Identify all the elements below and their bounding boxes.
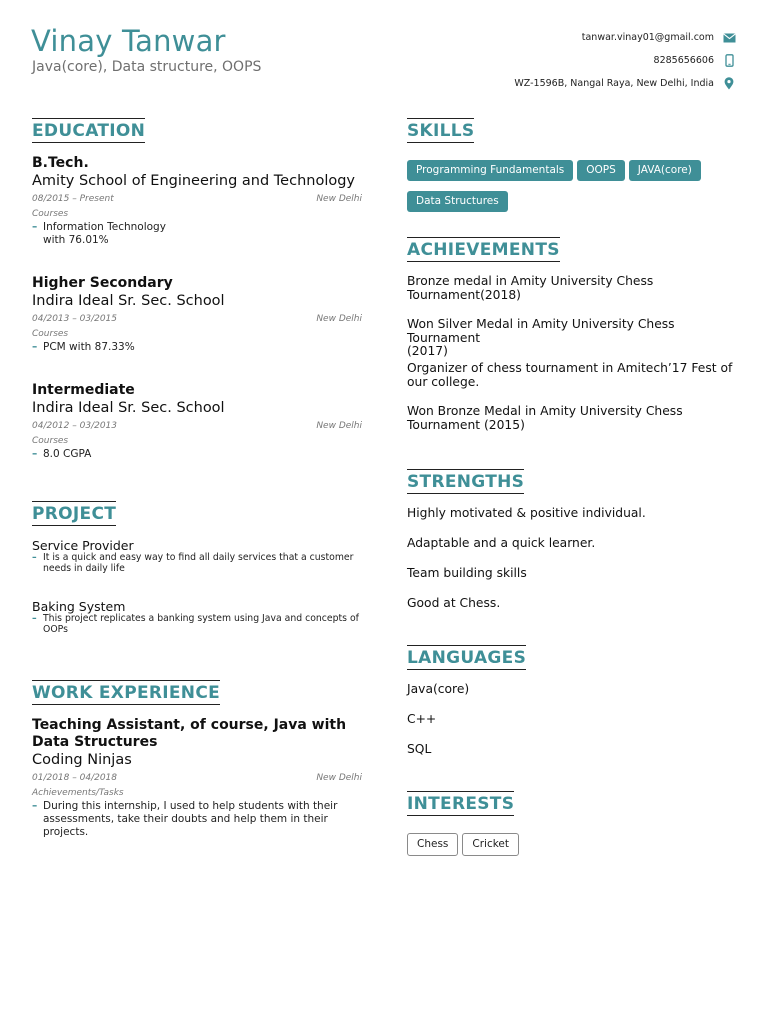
work-entry [32,717,362,839]
achievement-line: Won Bronze Medal in Amity University Chess [407,404,683,418]
project-desc [32,553,362,574]
location: New Delhi [316,314,362,324]
project-desc [32,614,362,635]
languages-heading: LANGUAGES [407,645,526,670]
dates: 04/2012 – 03/2013 [32,421,117,431]
dates: 08/2015 – Present [32,194,114,204]
dates: 04/2013 – 03/2015 [32,314,117,324]
contact-email[interactable] [514,26,736,49]
task-item [32,800,362,839]
achievement-item [407,362,742,389]
location: New Delhi [316,194,362,204]
education-heading: EDUCATION [32,118,145,143]
education-entry [32,155,362,247]
skill-tag: JAVA(core) [629,160,701,181]
project-title: Baking System [32,599,126,614]
resume-name: Vinay Tanwar [31,24,226,58]
achievement-item [407,318,742,359]
language-item: C++ [407,712,437,726]
school: Amity School of Engineering and Technology [32,173,356,189]
work-section [32,680,362,705]
course-item [32,341,362,354]
meta-row [32,311,362,327]
course-text: PCM with 87.33% [43,341,135,353]
project-desc-line: OOPs [43,623,68,635]
courses-label: Courses [32,209,69,219]
phone-text[interactable]: 8285656606 [653,55,714,66]
skill-tag: Programming Fundamentals [407,160,573,181]
skill-tag: Data Structures [407,191,508,212]
bullet-dash: – [32,613,37,624]
achievement-line: our college. [407,374,480,389]
skills-tags [407,189,742,212]
strength-item: Adaptable and a quick learner. [407,536,596,550]
resume-tagline: Java(core), Data structure, OOPS [32,59,262,75]
school: Indira Ideal Sr. Sec. School [32,293,225,309]
location: New Delhi [316,773,362,783]
interests-heading: INTERESTS [407,791,514,816]
course-item [32,448,362,461]
bullet-dash: – [32,552,37,563]
interest-tag: Chess [407,833,458,856]
task-line: projects. [43,826,89,838]
school: Indira Ideal Sr. Sec. School [32,400,225,416]
languages-section [407,645,742,670]
bullet-dash: – [32,341,38,353]
education-entry [32,275,362,354]
contact-block [514,26,736,95]
project-heading: PROJECT [32,501,116,526]
email-text[interactable]: tanwar.vinay01@gmail.com [581,32,714,43]
project-title: Service Provider [32,538,134,553]
bullet-dash: – [32,800,38,812]
work-role [32,717,362,751]
meta-row [32,770,362,786]
bullet-dash: – [32,448,38,460]
degree: Intermediate [32,382,135,398]
course-text: Information Technology [43,221,166,233]
strengths-heading: STRENGTHS [407,469,524,494]
skills-section [407,118,742,143]
phone-icon [722,54,736,68]
contact-phone[interactable] [514,49,736,72]
interests-tags [407,832,742,856]
language-item: SQL [407,742,432,756]
bullet-dash: – [32,221,38,233]
project-desc-line: It is a quick and easy way to find all daily services that a customer [43,552,354,563]
course-text: 8.0 CGPA [43,448,92,460]
course-text: with 76.01% [43,234,109,246]
achievement-item [407,405,742,432]
meta-row [32,191,362,207]
project-item [32,538,362,574]
work-heading: WORK EXPERIENCE [32,680,220,705]
skill-tag: OOPS [577,160,625,181]
achievement-line: Tournament (2015) [407,417,525,432]
strengths-section [407,469,742,494]
interest-tag: Cricket [462,833,519,856]
meta-row [32,418,362,434]
address-text: WZ-1596B, Nangal Raya, New Delhi, India [514,78,714,89]
education-entry [32,382,362,461]
task-line: assessments, take their doubts and help them in their [43,813,328,825]
strength-item: Good at Chess. [407,596,501,610]
skills-heading: SKILLS [407,118,474,143]
courses-label: Courses [32,329,69,339]
contact-address [514,72,736,95]
achievements-section [407,237,742,262]
envelope-icon [722,31,736,45]
map-pin-icon [722,77,736,91]
courses-label: Courses [32,436,69,446]
dates: 01/2018 – 04/2018 [32,773,117,783]
project-desc-line: This project replicates a banking system using Java and concepts of [43,613,359,624]
achievement-line: Bronze medal in Amity University Chess [407,274,654,288]
project-desc-line: needs in daily life [43,562,125,574]
work-company: Coding Ninjas [32,752,132,768]
achievement-line: Tournament(2018) [407,287,521,302]
achievement-item [407,275,742,302]
project-section [32,501,362,526]
strength-item: Team building skills [407,566,527,580]
work-role-line: Teaching Assistant, of course, Java with [32,717,347,733]
achievement-line: (2017) [407,344,448,358]
education-section [32,118,362,143]
tasks-label: Achievements/Tasks [32,788,124,798]
task-line: During this internship, I used to help students with their [43,800,338,812]
degree: B.Tech. [32,155,89,171]
achievements-heading: ACHIEVEMENTS [407,237,560,262]
interests-section [407,791,742,816]
achievement-line: Organizer of chess tournament in Amitech’17 Fest of [407,361,733,375]
strength-item: Highly motivated & positive individual. [407,506,646,520]
course-item [32,221,362,247]
skills-tags [407,158,742,181]
location: New Delhi [316,421,362,431]
achievement-line: Won Silver Medal in Amity University Chess Tournament [407,317,675,345]
project-item [32,599,362,635]
work-role-line: Data Structures [32,734,158,750]
degree: Higher Secondary [32,275,173,291]
language-item: Java(core) [407,682,470,696]
